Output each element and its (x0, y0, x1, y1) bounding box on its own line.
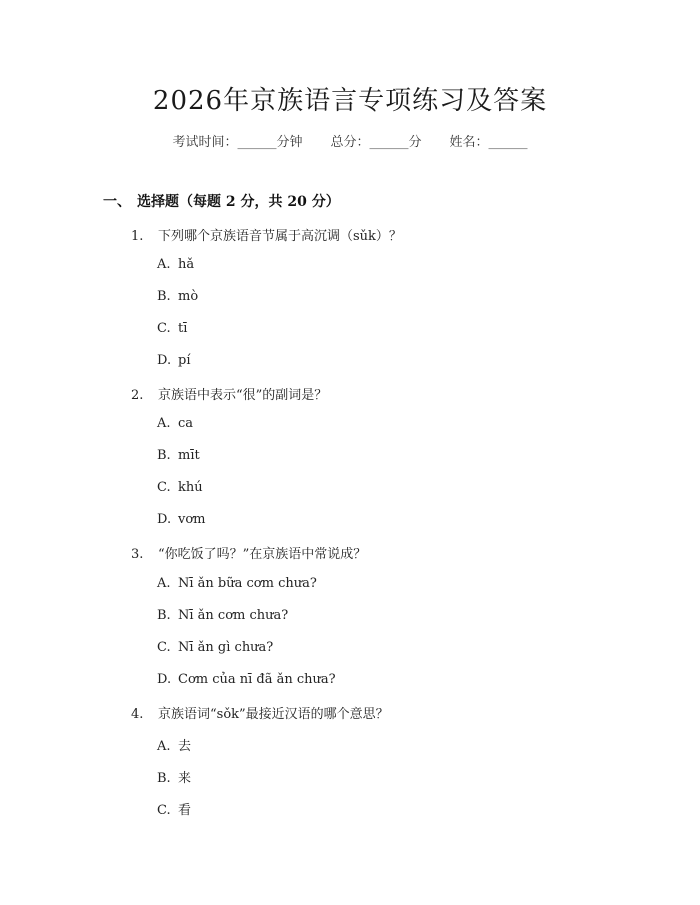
question-1-option-c (157, 321, 187, 336)
option-text: 去 (178, 739, 192, 754)
option-letter: A. (157, 257, 171, 272)
section-title: 选择题（每题 2 分，共 20 分） (137, 194, 340, 210)
question-text: 京族语中表示“很”的副词是？ (158, 388, 328, 403)
question-text: 京族语词“sǒk”最接近汉语的哪个意思？ (158, 707, 389, 722)
option-text: Nī ǎn gì chưa? (178, 640, 274, 655)
option-text: vơm (178, 512, 206, 527)
option-letter: D. (157, 512, 172, 527)
question-1-option-a (157, 257, 194, 272)
exam-info-line (0, 131, 700, 150)
page-title: 2026年京族语言专项练习及答案 (152, 86, 548, 116)
option-letter: B. (157, 289, 171, 304)
question-2-option-a (157, 416, 193, 431)
option-letter: A. (157, 416, 171, 431)
option-text: Nī ǎn cơm chưa? (178, 608, 289, 623)
question-3-option-c (157, 640, 273, 655)
question-3-option-b (157, 608, 288, 623)
option-text: Nī ǎn bữa cơm chưa? (178, 576, 317, 591)
question-text: “你吃饭了吗？”在京族语中常说成？ (158, 547, 367, 562)
question-4-option-a (157, 735, 191, 754)
question-text: 下列哪个京族语音节属于高沉调（sǔk）？ (158, 229, 402, 244)
option-letter: D. (157, 353, 172, 368)
option-text: Cơm của nī đã ǎn chưa? (178, 672, 336, 687)
question-2-option-b (157, 448, 200, 463)
option-text: pí (178, 353, 191, 368)
option-letter: B. (157, 608, 171, 623)
section-number: 一、 (103, 194, 131, 210)
question-3 (131, 543, 366, 562)
question-number: 4. (131, 707, 144, 722)
exam-time-field: 考试时间：______分钟 (172, 135, 303, 150)
option-text: ca (178, 416, 194, 431)
option-text: mīt (178, 448, 200, 463)
question-1 (131, 225, 402, 244)
question-4-option-b (157, 767, 191, 786)
question-2-option-c (157, 480, 203, 495)
question-number: 1. (131, 229, 144, 244)
question-3-option-d (157, 672, 336, 687)
student-name-field: 姓名：______ (449, 135, 528, 150)
option-text: tī (178, 321, 188, 336)
option-text: hǎ (178, 257, 195, 272)
option-letter: C. (157, 640, 171, 655)
question-2-option-d (157, 512, 206, 527)
option-letter: C. (157, 321, 171, 336)
option-letter: C. (157, 480, 171, 495)
total-score-field: 总分：______分 (330, 135, 422, 150)
option-letter: A. (157, 576, 171, 591)
question-1-option-d (157, 353, 190, 368)
option-letter: D. (157, 672, 172, 687)
question-1-option-b (157, 289, 198, 304)
option-letter: B. (157, 448, 171, 463)
question-2 (131, 384, 327, 403)
option-text: 来 (178, 771, 192, 786)
question-4 (131, 703, 389, 722)
option-letter: C. (157, 803, 171, 818)
question-number: 3. (131, 547, 144, 562)
option-letter: A. (157, 739, 171, 754)
section-heading (103, 191, 340, 211)
option-text: khú (178, 480, 203, 495)
option-text: 看 (178, 803, 192, 818)
question-number: 2. (131, 388, 144, 403)
question-4-option-c (157, 799, 191, 818)
option-text: mò (178, 289, 199, 304)
question-3-option-a (157, 576, 317, 591)
option-letter: B. (157, 771, 171, 786)
